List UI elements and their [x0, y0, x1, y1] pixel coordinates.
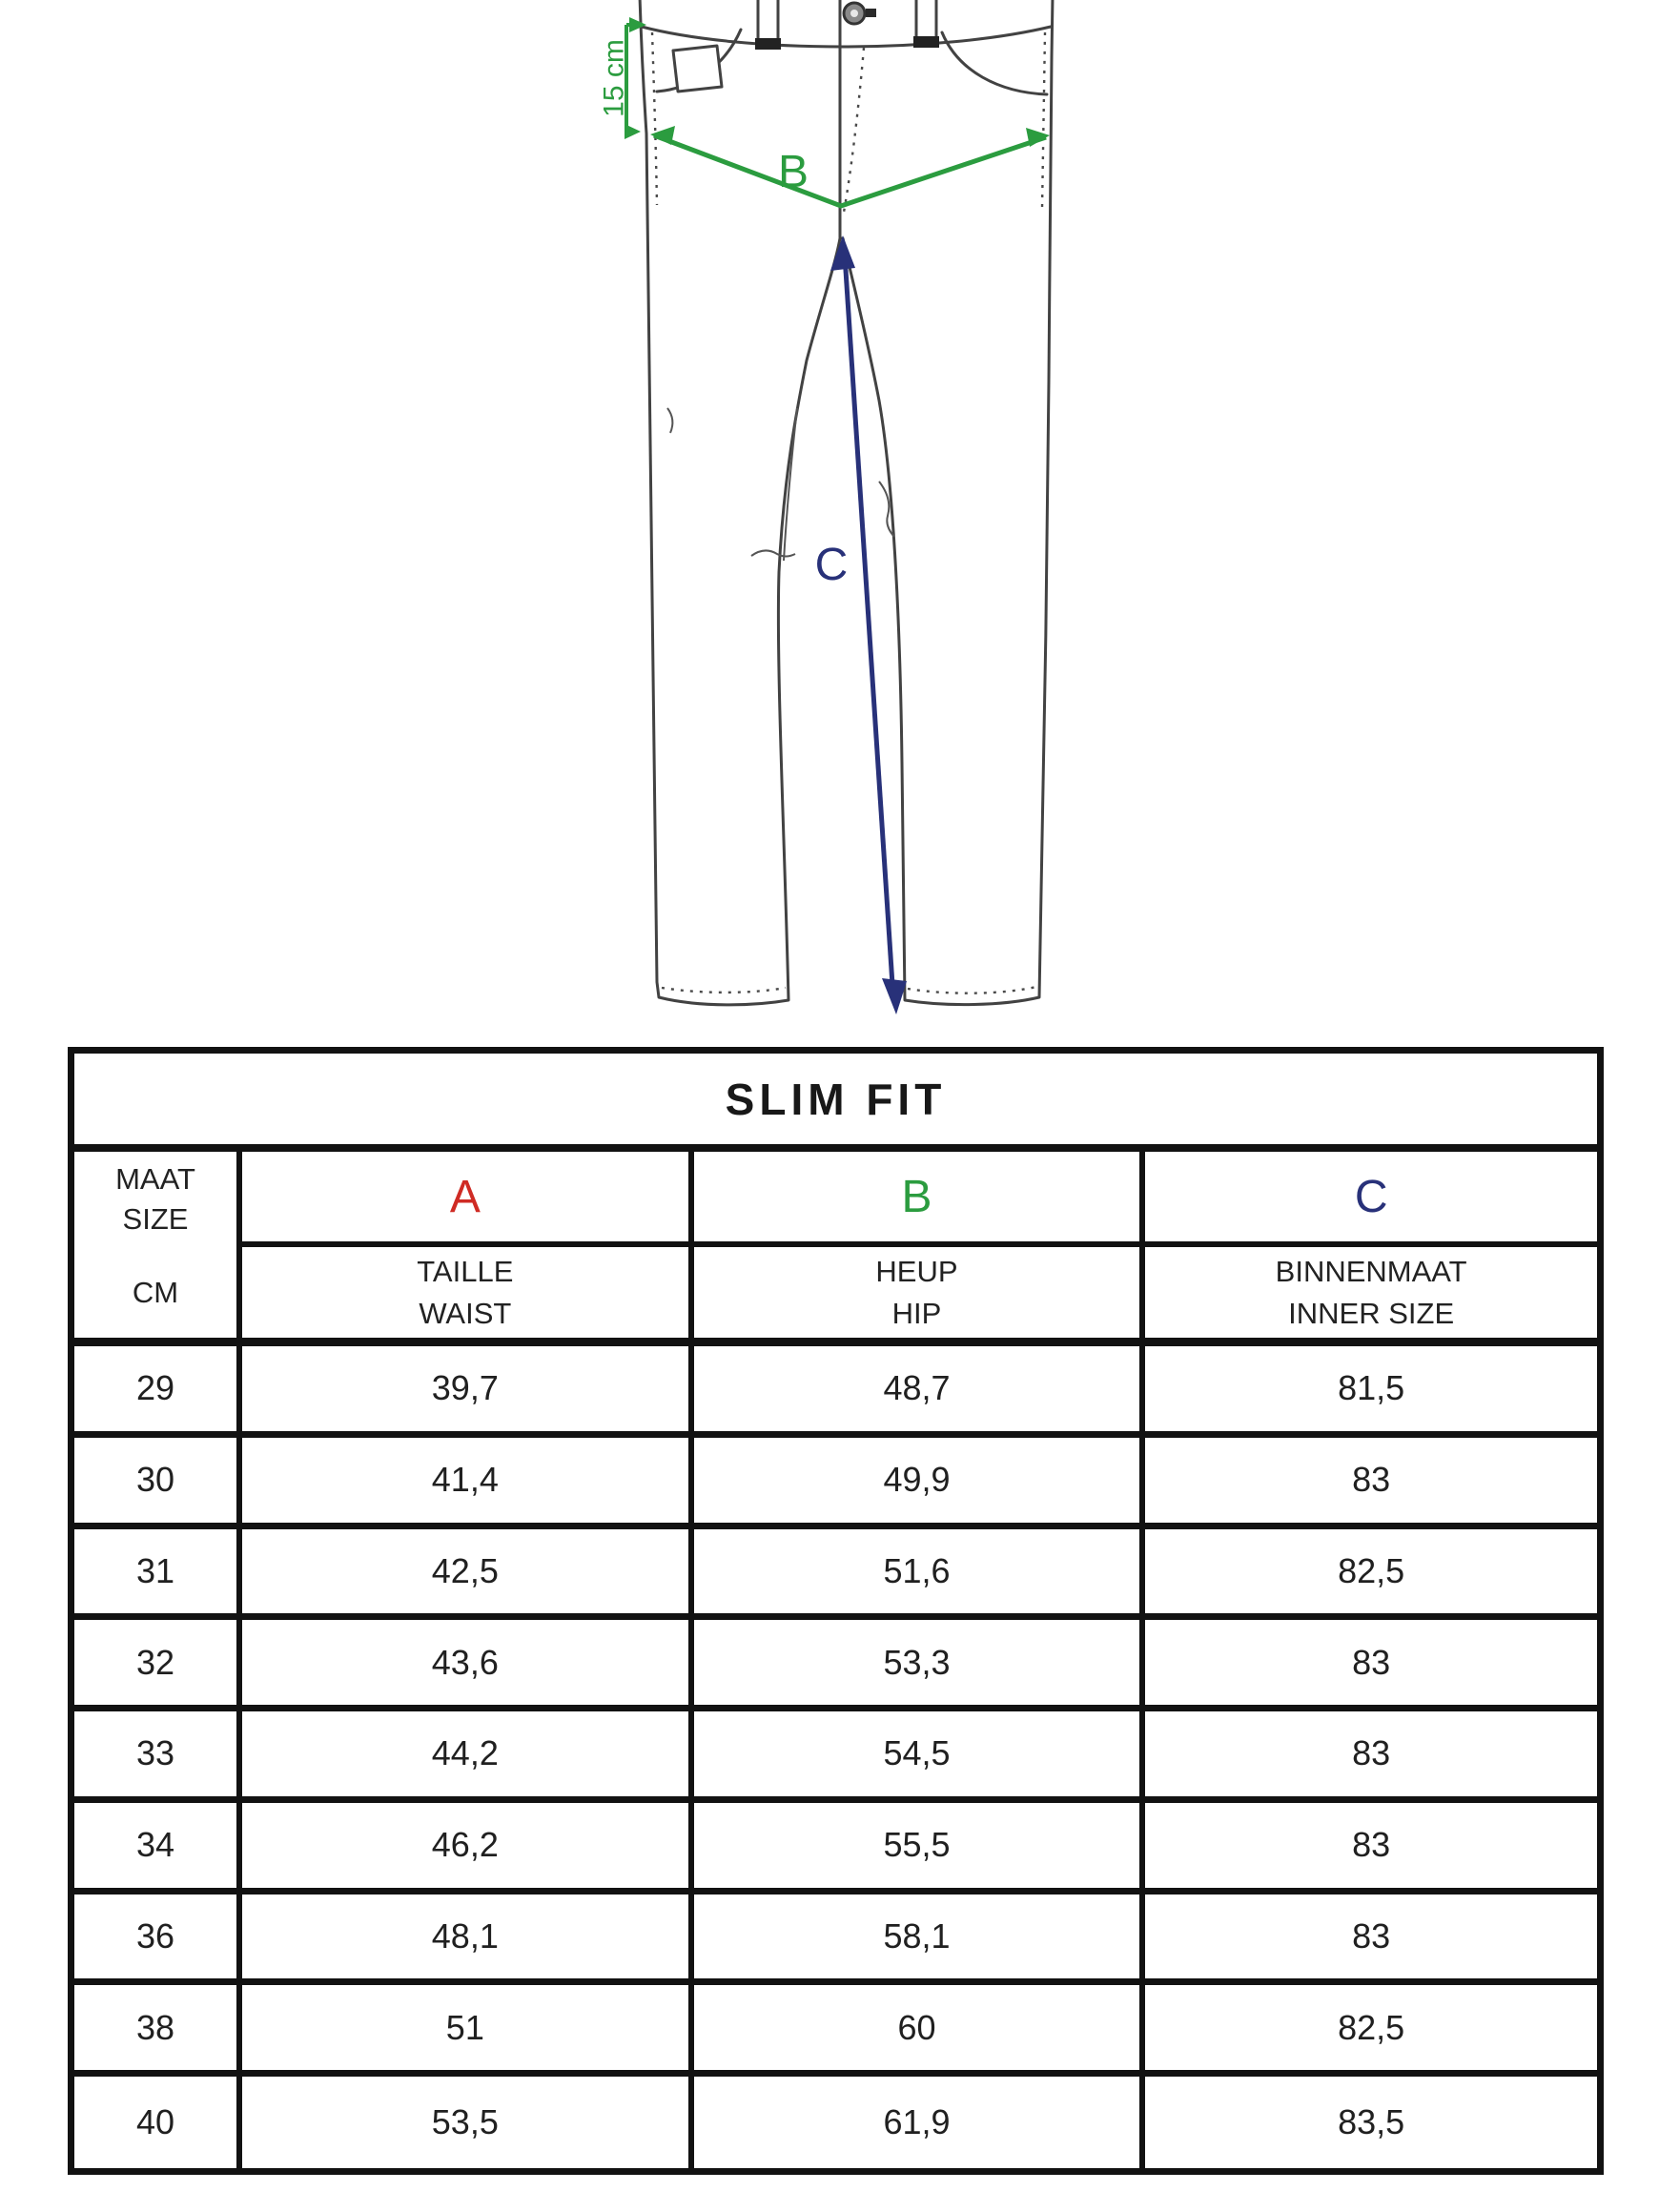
row-size: 30 [74, 1438, 242, 1529]
cell-hip: 53,3 [694, 1620, 1146, 1711]
cell-hip: 54,5 [694, 1711, 1146, 1803]
cell-inner: 83 [1145, 1803, 1597, 1895]
col-label-b [694, 1247, 1146, 1346]
label-nl: BINNENMAAT [1275, 1255, 1467, 1289]
cell-inner: 83 [1145, 1438, 1597, 1529]
cell-inner: 83 [1145, 1620, 1597, 1711]
cell-hip: 51,6 [694, 1529, 1146, 1621]
row-size: 33 [74, 1711, 242, 1803]
cell-waist: 44,2 [242, 1711, 694, 1803]
row-size: 40 [74, 2077, 242, 2168]
cell-waist: 48,1 [242, 1895, 694, 1986]
row-size: 36 [74, 1895, 242, 1986]
cell-hip: 61,9 [694, 2077, 1146, 2168]
cell-waist: 43,6 [242, 1620, 694, 1711]
cell-hip: 48,7 [694, 1346, 1146, 1438]
arrow-down-icon [882, 978, 907, 1014]
cell-inner: 83 [1145, 1711, 1597, 1803]
cell-waist: 41,4 [242, 1438, 694, 1529]
unit-label: CM [132, 1275, 179, 1309]
cell-inner: 83,5 [1338, 2102, 1405, 2142]
col-header-c: C [1145, 1152, 1597, 1247]
row-size: 34 [74, 1803, 242, 1895]
measure-c-label: C [814, 540, 849, 590]
measure-15cm-label: 15 cm [598, 39, 630, 117]
size-header-nl: MAAT [115, 1162, 195, 1197]
col-label-a [242, 1247, 694, 1346]
label-en: WAIST [419, 1296, 512, 1330]
pants-outline [640, 0, 1053, 1005]
label-en: HIP [891, 1296, 942, 1330]
col-header-a: A [242, 1152, 694, 1247]
cell-inner: 83 [1145, 1895, 1597, 1986]
cell-inner: 82,5 [1145, 1529, 1597, 1621]
cell-waist: 46,2 [242, 1803, 694, 1895]
label-nl: TAILLE [417, 1255, 514, 1289]
row-size: 29 [74, 1346, 242, 1438]
cell-waist: 42,5 [242, 1529, 694, 1621]
cell-inner: 81,5 [1145, 1346, 1597, 1438]
cell-hip: 60 [694, 1985, 1146, 2077]
label-nl: HEUP [875, 1255, 958, 1289]
belt-loop [755, 0, 781, 50]
cell-hip: 58,1 [694, 1895, 1146, 1986]
table-title: SLIM FIT [74, 1054, 1597, 1152]
cell-inner: 82,5 [1145, 1985, 1597, 2077]
arrow-right-icon [625, 124, 641, 139]
row-size: 32 [74, 1620, 242, 1711]
cell-hip: 55,5 [694, 1803, 1146, 1895]
col-header-b: B [694, 1152, 1146, 1247]
cell-hip: 49,9 [694, 1438, 1146, 1529]
cell-waist: 53,5 [242, 2077, 694, 2168]
size-table-grid [74, 1152, 1597, 2168]
size-header-en: SIZE [122, 1202, 189, 1236]
belt-loop [913, 0, 939, 48]
coin-pocket [673, 46, 722, 92]
size-column-header [74, 1152, 242, 1346]
col-label-c [1145, 1247, 1597, 1346]
size-table [68, 1047, 1604, 2175]
row-size: 31 [74, 1529, 242, 1621]
measure-15cm-bracket [599, 17, 647, 139]
cell-waist: 39,7 [242, 1346, 694, 1438]
pants-measurement-diagram [0, 0, 1659, 1047]
row-size: 38 [74, 1985, 242, 2077]
pants-diagram [0, 0, 1659, 1047]
label-en: INNER SIZE [1288, 1296, 1455, 1330]
cell-waist: 51 [242, 1985, 694, 2077]
measure-b-label: B [777, 147, 809, 197]
